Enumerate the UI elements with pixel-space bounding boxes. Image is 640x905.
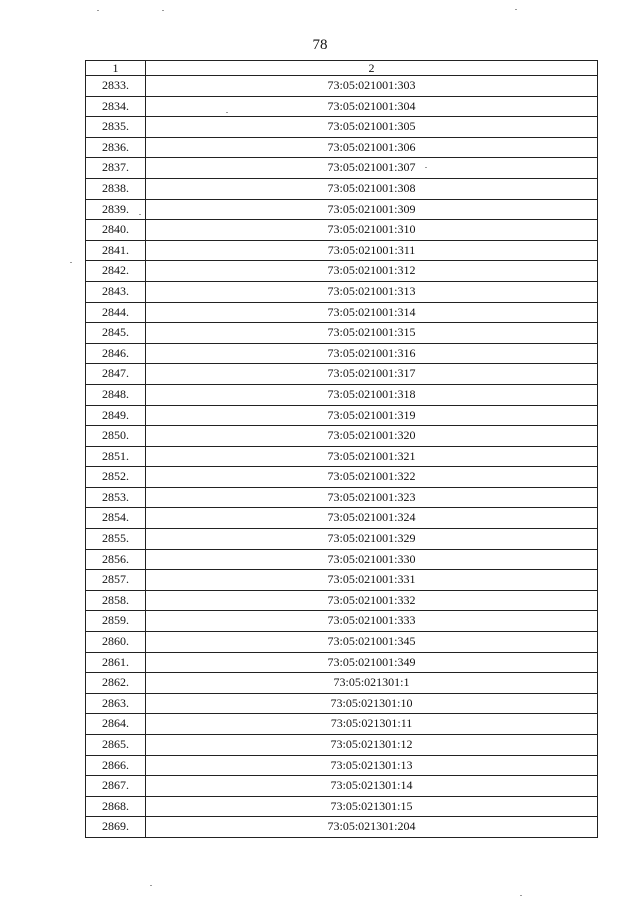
- cadastral-number-cell: 73:05:021001:318: [146, 384, 598, 405]
- row-number-cell: 2869.: [86, 817, 146, 838]
- row-number-cell: 2860.: [86, 632, 146, 653]
- cadastral-number-cell: 73:05:021001:322: [146, 467, 598, 488]
- table-row: [86, 240, 598, 261]
- row-number-cell: 2853.: [86, 487, 146, 508]
- scan-speck: [226, 112, 228, 113]
- row-number-cell: 2840.: [86, 220, 146, 241]
- scan-speck: [425, 167, 427, 168]
- row-number-cell: 2856.: [86, 549, 146, 570]
- row-number-cell: 2847.: [86, 364, 146, 385]
- table-row: [86, 735, 598, 756]
- table-body: [86, 61, 598, 838]
- table-row: [86, 693, 598, 714]
- cadastral-number-cell: 73:05:021301:1: [146, 673, 598, 694]
- row-number-cell: 2863.: [86, 693, 146, 714]
- scan-speck: [150, 885, 152, 886]
- row-number-cell: 2836.: [86, 137, 146, 158]
- cadastral-number-cell: 73:05:021001:329: [146, 529, 598, 550]
- cadastral-number-cell: 73:05:021001:304: [146, 96, 598, 117]
- cadastral-number-cell: 73:05:021001:309: [146, 199, 598, 220]
- row-number-cell: 2852.: [86, 467, 146, 488]
- table-row: [86, 487, 598, 508]
- row-number-cell: 2841.: [86, 240, 146, 261]
- table-row: [86, 158, 598, 179]
- row-number-cell: 2851.: [86, 446, 146, 467]
- cadastral-table: [85, 60, 598, 838]
- table-row: [86, 199, 598, 220]
- row-number-cell: 2867.: [86, 776, 146, 797]
- scan-speck: [520, 895, 522, 896]
- cadastral-number-cell: 73:05:021001:324: [146, 508, 598, 529]
- table-row: [86, 261, 598, 282]
- cadastral-number-cell: 73:05:021001:315: [146, 323, 598, 344]
- cadastral-number-cell: 73:05:021001:330: [146, 549, 598, 570]
- cadastral-number-cell: 73:05:021301:10: [146, 693, 598, 714]
- cadastral-number-cell: 73:05:021001:333: [146, 611, 598, 632]
- row-number-cell: 2839.: [86, 199, 146, 220]
- table-row: [86, 632, 598, 653]
- cadastral-number-cell: 73:05:021001:310: [146, 220, 598, 241]
- scan-speck: [162, 10, 164, 11]
- cadastral-number-cell: 73:05:021001:306: [146, 137, 598, 158]
- row-number-cell: 2838.: [86, 178, 146, 199]
- table-row: [86, 323, 598, 344]
- row-number-cell: 2835.: [86, 117, 146, 138]
- table-row: [86, 467, 598, 488]
- row-number-cell: 2861.: [86, 652, 146, 673]
- cadastral-number-cell: 73:05:021001:317: [146, 364, 598, 385]
- table-row: [86, 549, 598, 570]
- row-number-cell: 2868.: [86, 796, 146, 817]
- cadastral-number-cell: 73:05:021301:13: [146, 755, 598, 776]
- row-number-cell: 2837.: [86, 158, 146, 179]
- table-row: [86, 446, 598, 467]
- cadastral-number-cell: 73:05:021001:332: [146, 590, 598, 611]
- row-number-cell: 2846.: [86, 343, 146, 364]
- row-number-cell: 2834.: [86, 96, 146, 117]
- row-number-cell: 2849.: [86, 405, 146, 426]
- table-row: [86, 302, 598, 323]
- scan-speck: [70, 262, 72, 263]
- scan-speck: [515, 9, 517, 10]
- row-number-cell: 2833.: [86, 76, 146, 97]
- table-row: [86, 570, 598, 591]
- cadastral-number-cell: 73:05:021001:311: [146, 240, 598, 261]
- table-row: [86, 405, 598, 426]
- cadastral-number-cell: 73:05:021001:314: [146, 302, 598, 323]
- row-number-cell: 2845.: [86, 323, 146, 344]
- table-row: [86, 137, 598, 158]
- table-row: [86, 384, 598, 405]
- scan-speck: [139, 214, 141, 215]
- table-row: [86, 776, 598, 797]
- cadastral-number-cell: 73:05:021001:321: [146, 446, 598, 467]
- column-header-code: 2: [146, 61, 598, 76]
- cadastral-number-cell: 73:05:021301:15: [146, 796, 598, 817]
- table-row: [86, 178, 598, 199]
- table-row: [86, 590, 598, 611]
- table-row: [86, 281, 598, 302]
- table-row: [86, 652, 598, 673]
- table-row: [86, 426, 598, 447]
- table-header-row: [86, 61, 598, 76]
- cadastral-number-cell: 73:05:021001:313: [146, 281, 598, 302]
- table-row: [86, 117, 598, 138]
- table-row: [86, 611, 598, 632]
- table-row: [86, 96, 598, 117]
- column-header-number: 1: [86, 61, 146, 76]
- row-number-cell: 2859.: [86, 611, 146, 632]
- scan-speck: [97, 10, 99, 11]
- page-number: 78: [312, 37, 328, 53]
- cadastral-number-cell: 73:05:021301:11: [146, 714, 598, 735]
- cadastral-number-cell: 73:05:021001:331: [146, 570, 598, 591]
- cadastral-number-cell: 73:05:021001:349: [146, 652, 598, 673]
- cadastral-number-cell: 73:05:021001:316: [146, 343, 598, 364]
- cadastral-number-cell: 73:05:021001:303: [146, 76, 598, 97]
- row-number-cell: 2864.: [86, 714, 146, 735]
- cadastral-number-cell: 73:05:021001:345: [146, 632, 598, 653]
- row-number-cell: 2854.: [86, 508, 146, 529]
- table-row: [86, 220, 598, 241]
- row-number-cell: 2843.: [86, 281, 146, 302]
- row-number-cell: 2865.: [86, 735, 146, 756]
- row-number-cell: 2850.: [86, 426, 146, 447]
- cadastral-number-cell: 73:05:021001:319: [146, 405, 598, 426]
- table-row: [86, 673, 598, 694]
- table-row: [86, 364, 598, 385]
- cadastral-number-cell: 73:05:021001:320: [146, 426, 598, 447]
- cadastral-number-cell: 73:05:021001:305: [146, 117, 598, 138]
- table-row: [86, 76, 598, 97]
- cadastral-number-cell: 73:05:021301:204: [146, 817, 598, 838]
- table-row: [86, 508, 598, 529]
- cadastral-number-cell: 73:05:021301:14: [146, 776, 598, 797]
- table-row: [86, 343, 598, 364]
- cadastral-number-cell: 73:05:021301:12: [146, 735, 598, 756]
- row-number-cell: 2857.: [86, 570, 146, 591]
- table-row: [86, 529, 598, 550]
- row-number-cell: 2866.: [86, 755, 146, 776]
- cadastral-number-cell: 73:05:021001:308: [146, 178, 598, 199]
- row-number-cell: 2858.: [86, 590, 146, 611]
- table-row: [86, 755, 598, 776]
- row-number-cell: 2842.: [86, 261, 146, 282]
- row-number-cell: 2848.: [86, 384, 146, 405]
- cadastral-number-cell: 73:05:021001:323: [146, 487, 598, 508]
- table-row: [86, 714, 598, 735]
- row-number-cell: 2844.: [86, 302, 146, 323]
- cadastral-number-cell: 73:05:021001:307: [146, 158, 598, 179]
- table-row: [86, 796, 598, 817]
- row-number-cell: 2862.: [86, 673, 146, 694]
- row-number-cell: 2855.: [86, 529, 146, 550]
- cadastral-number-cell: 73:05:021001:312: [146, 261, 598, 282]
- table-row: [86, 817, 598, 838]
